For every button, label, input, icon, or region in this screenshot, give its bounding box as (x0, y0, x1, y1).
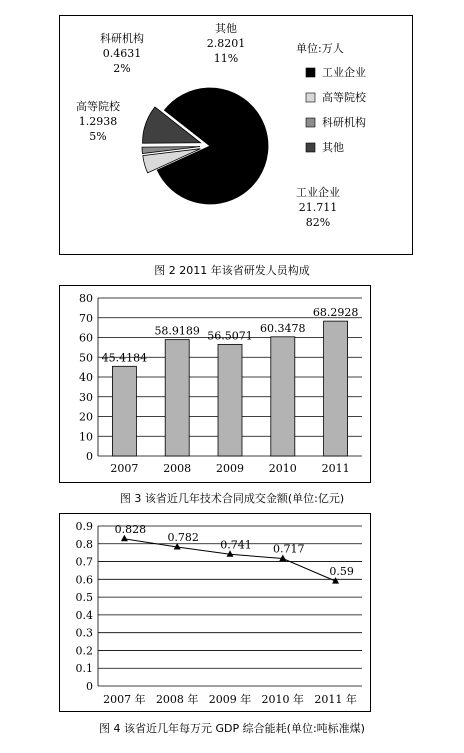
y-tick-label-8: 80 (79, 292, 93, 305)
bar-2010 (271, 337, 295, 456)
x-tick-label-3: 2010 年 (261, 693, 305, 706)
legend-label-4: 其他 (322, 141, 344, 154)
bar-chart-frame (59, 285, 371, 483)
x-tick-label-2: 2009 年 (208, 693, 252, 706)
bar-2008 (165, 340, 189, 456)
bar-value-label-2010: 60.3478 (260, 321, 306, 335)
point-value-label-4: 0.59 (329, 565, 354, 579)
x-tick-label-2010: 2010 (268, 462, 297, 475)
pie-label-percent-2: 5% (89, 130, 107, 143)
x-tick-label-1: 2008 年 (155, 693, 199, 706)
bar-chart (60, 286, 370, 482)
point-value-label-0: 0.828 (114, 522, 147, 536)
legend-swatch-1 (306, 68, 315, 77)
line-chart (60, 514, 370, 711)
y-tick-label-6: 60 (79, 331, 93, 345)
x-tick-label-2011: 2011 (321, 462, 350, 475)
point-value-label-2: 0.741 (220, 538, 252, 552)
point-value-label-1: 0.782 (167, 530, 199, 544)
y-tick-label-5: 0.5 (75, 591, 93, 605)
pie-label-value-3: 0.4631 (102, 47, 142, 60)
pie-label-value-2: 1.2938 (78, 115, 118, 128)
y-tick-label-4: 0.4 (75, 608, 93, 622)
pie-chart-frame (59, 15, 413, 255)
pie-label-category-2: 高等院校 (76, 100, 120, 113)
legend-swatch-3 (306, 118, 315, 127)
y-tick-label-1: 10 (79, 430, 93, 444)
y-tick-label-9: 0.9 (75, 520, 93, 533)
pie-slice-1 (157, 88, 268, 204)
x-tick-label-2008: 2008 (163, 462, 192, 475)
x-tick-label-0: 2007 年 (103, 693, 146, 706)
y-tick-label-8: 0.8 (75, 537, 93, 551)
bar-value-label-2009: 56.5071 (207, 329, 253, 343)
pie-chart (60, 16, 412, 254)
y-tick-label-5: 50 (79, 351, 93, 365)
y-tick-label-2: 0.2 (75, 644, 93, 658)
y-tick-label-0: 0 (86, 450, 93, 463)
y-tick-label-3: 30 (79, 390, 93, 404)
bar-2009 (218, 344, 242, 456)
legend-label-1: 工业企业 (322, 66, 366, 79)
point-value-label-3: 0.717 (273, 542, 305, 556)
y-tick-label-3: 0.3 (75, 626, 93, 640)
y-tick-label-2: 20 (79, 410, 93, 424)
pie-label-value-4: 2.8201 (206, 37, 246, 50)
unit-label: 单位:万人 (296, 42, 344, 55)
legend-swatch-4 (306, 143, 315, 152)
pie-label-category-4: 其他 (215, 22, 237, 35)
pie-label-percent-4: 11% (213, 52, 239, 65)
bar-value-label-2011: 68.2928 (312, 306, 359, 320)
y-tick-label-7: 70 (79, 311, 93, 325)
bar-value-label-2008: 58.9189 (154, 324, 200, 338)
legend-swatch-2 (306, 93, 315, 102)
pie-label-percent-3: 2% (113, 62, 131, 75)
line-chart-frame (59, 513, 371, 712)
figure3-caption: 图 3 该省近几年技术合同成交金额(单位:亿元) (119, 492, 345, 505)
figure2-caption: 图 2 2011 年该省研发人员构成 (154, 264, 310, 277)
y-tick-label-6: 0.6 (75, 573, 93, 587)
pie-label-percent-1: 82% (305, 216, 331, 229)
x-tick-label-4: 2011 年 (314, 693, 357, 706)
figure4-caption: 图 4 该省近几年每万元 GDP 综合能耗(单位:吨标准煤) (99, 722, 365, 735)
x-tick-label-2007: 2007 (110, 462, 139, 475)
legend-label-2: 高等院校 (322, 91, 366, 104)
y-tick-label-1: 0.1 (75, 662, 93, 676)
bar-value-label-2007: 45.4184 (101, 351, 148, 365)
pie-label-category-3: 科研机构 (100, 32, 144, 45)
y-tick-label-7: 0.7 (75, 555, 93, 569)
x-tick-label-2009: 2009 (216, 462, 244, 475)
y-tick-label-0: 0 (86, 680, 93, 693)
legend-label-3: 科研机构 (322, 116, 366, 129)
pie-label-category-1: 工业企业 (296, 186, 340, 199)
pie-label-value-1: 21.711 (298, 201, 338, 214)
bar-2011 (324, 321, 348, 456)
bar-2007 (112, 366, 136, 456)
y-tick-label-4: 40 (79, 371, 93, 384)
